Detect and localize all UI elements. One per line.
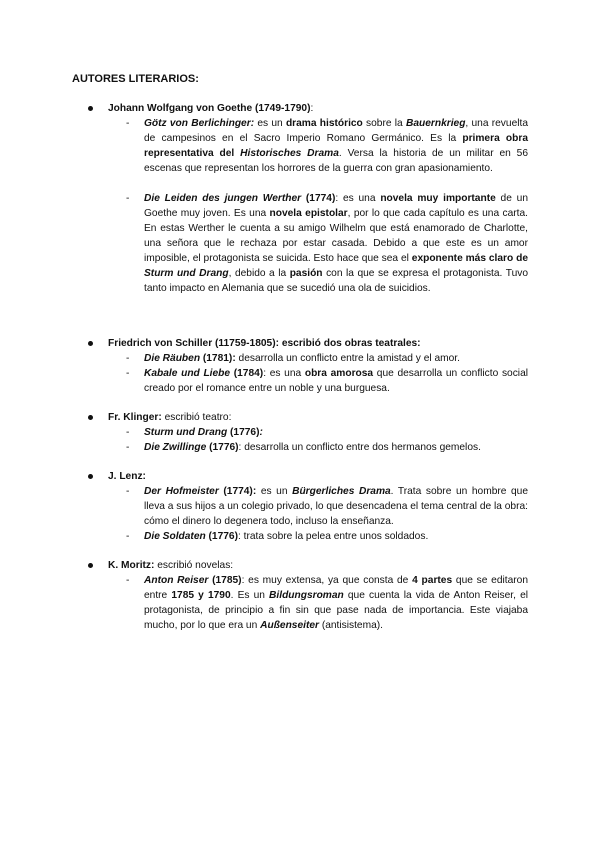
bullet-icon bbox=[88, 341, 93, 346]
author-heading: Fr. Klinger: escribió teatro: bbox=[108, 412, 232, 423]
author-moritz bbox=[88, 558, 528, 633]
work-werther: - Die Leiden des jungen Werther (1774): es una novela muy importante de un Goethe muy joven. Es una novela epistolar, por lo que cada capítulo es una carta. En estas Werther le cuenta a su amigo Wilhelm que está enamorado de Charlotte, una señora que le rechaza por estar casada. Debido a que este es un amor imposible, el protagonista se suicida. Esto hace que sea el exponente más claro de Sturm und Drang, debido a la pasión con la que se expresa el protagonista. Tuvo tanto impacto en Alemania que se sucedió una ola de suicidios. bbox=[126, 193, 528, 294]
dash-marker: - bbox=[126, 118, 130, 129]
dash-marker: - bbox=[126, 442, 130, 453]
bullet-icon bbox=[88, 106, 93, 111]
dash-marker: - bbox=[126, 427, 130, 438]
dash-marker: - bbox=[126, 486, 130, 497]
dash-marker: - bbox=[126, 353, 130, 364]
author-heading: K. Moritz: escribió novelas: bbox=[108, 560, 234, 571]
dash-marker: - bbox=[126, 368, 130, 379]
author-schiller bbox=[88, 336, 528, 396]
work-gotz: - Götz von Berlichinger: es un drama histórico sobre la Bauernkrieg, una revuelta de campesinos en el Sacro Imperio Romano Germánico. Es la primera obra representativa del Historisches Drama. Versa la historia de un militar en 56 escenas que representan los horrores de la guerra con gran apasionamiento. bbox=[126, 118, 529, 174]
author-heading: J. Lenz: bbox=[108, 471, 146, 482]
author-heading: Friedrich von Schiller (11759-1805): escribió dos obras teatrales: bbox=[108, 338, 421, 349]
bullet-icon bbox=[88, 563, 93, 568]
bullet-icon bbox=[88, 474, 93, 479]
author-goethe bbox=[88, 101, 528, 296]
work-anton-reiser: - Anton Reiser (1785): es muy extensa, ya que consta de 4 partes que se editaron entre 1785 y 1790. Es un Bildungsroman que cuenta la vida de Anton Reiser, el protagonista, de principio a fin sin que pase nada de importancia. Este viajaba mucho, por lo que era un Außenseiter (antisistema). bbox=[126, 575, 529, 631]
work-zwillinge: - Die Zwillinge (1776): desarrolla un conflicto entre dos hermanos gemelos. bbox=[126, 442, 481, 453]
author-klinger bbox=[88, 410, 528, 455]
work-hofmeister: - Der Hofmeister (1774): es un Bürgerliches Drama. Trata sobre un hombre que lleva a sus hijos a un colegio privado, lo que desencadena el tema central de la obra: cómo el dinero lo degenera todo, incluso la enseñanza. bbox=[126, 486, 528, 527]
work-sturm-und-drang: - Sturm und Drang (1776): bbox=[126, 427, 263, 438]
author-lenz bbox=[88, 469, 528, 544]
work-kabale: - Kabale und Liebe (1784): es una obra amorosa que desarrolla un conflicto social creado por el romance entre un noble y una burguesa. bbox=[126, 368, 528, 394]
page-title: AUTORES LITERARIOS: bbox=[72, 73, 199, 85]
author-heading: Johann Wolfgang von Goethe (1749-1790): bbox=[108, 103, 314, 114]
work-rauben: - Die Räuben (1781): desarrolla un conflicto entre la amistad y el amor. bbox=[126, 353, 460, 364]
work-soldaten: - Die Soldaten (1776): trata sobre la pelea entre unos soldados. bbox=[126, 531, 429, 542]
bullet-icon bbox=[88, 415, 93, 420]
dash-marker: - bbox=[126, 193, 130, 204]
dash-marker: - bbox=[126, 531, 130, 542]
dash-marker: - bbox=[126, 575, 130, 586]
